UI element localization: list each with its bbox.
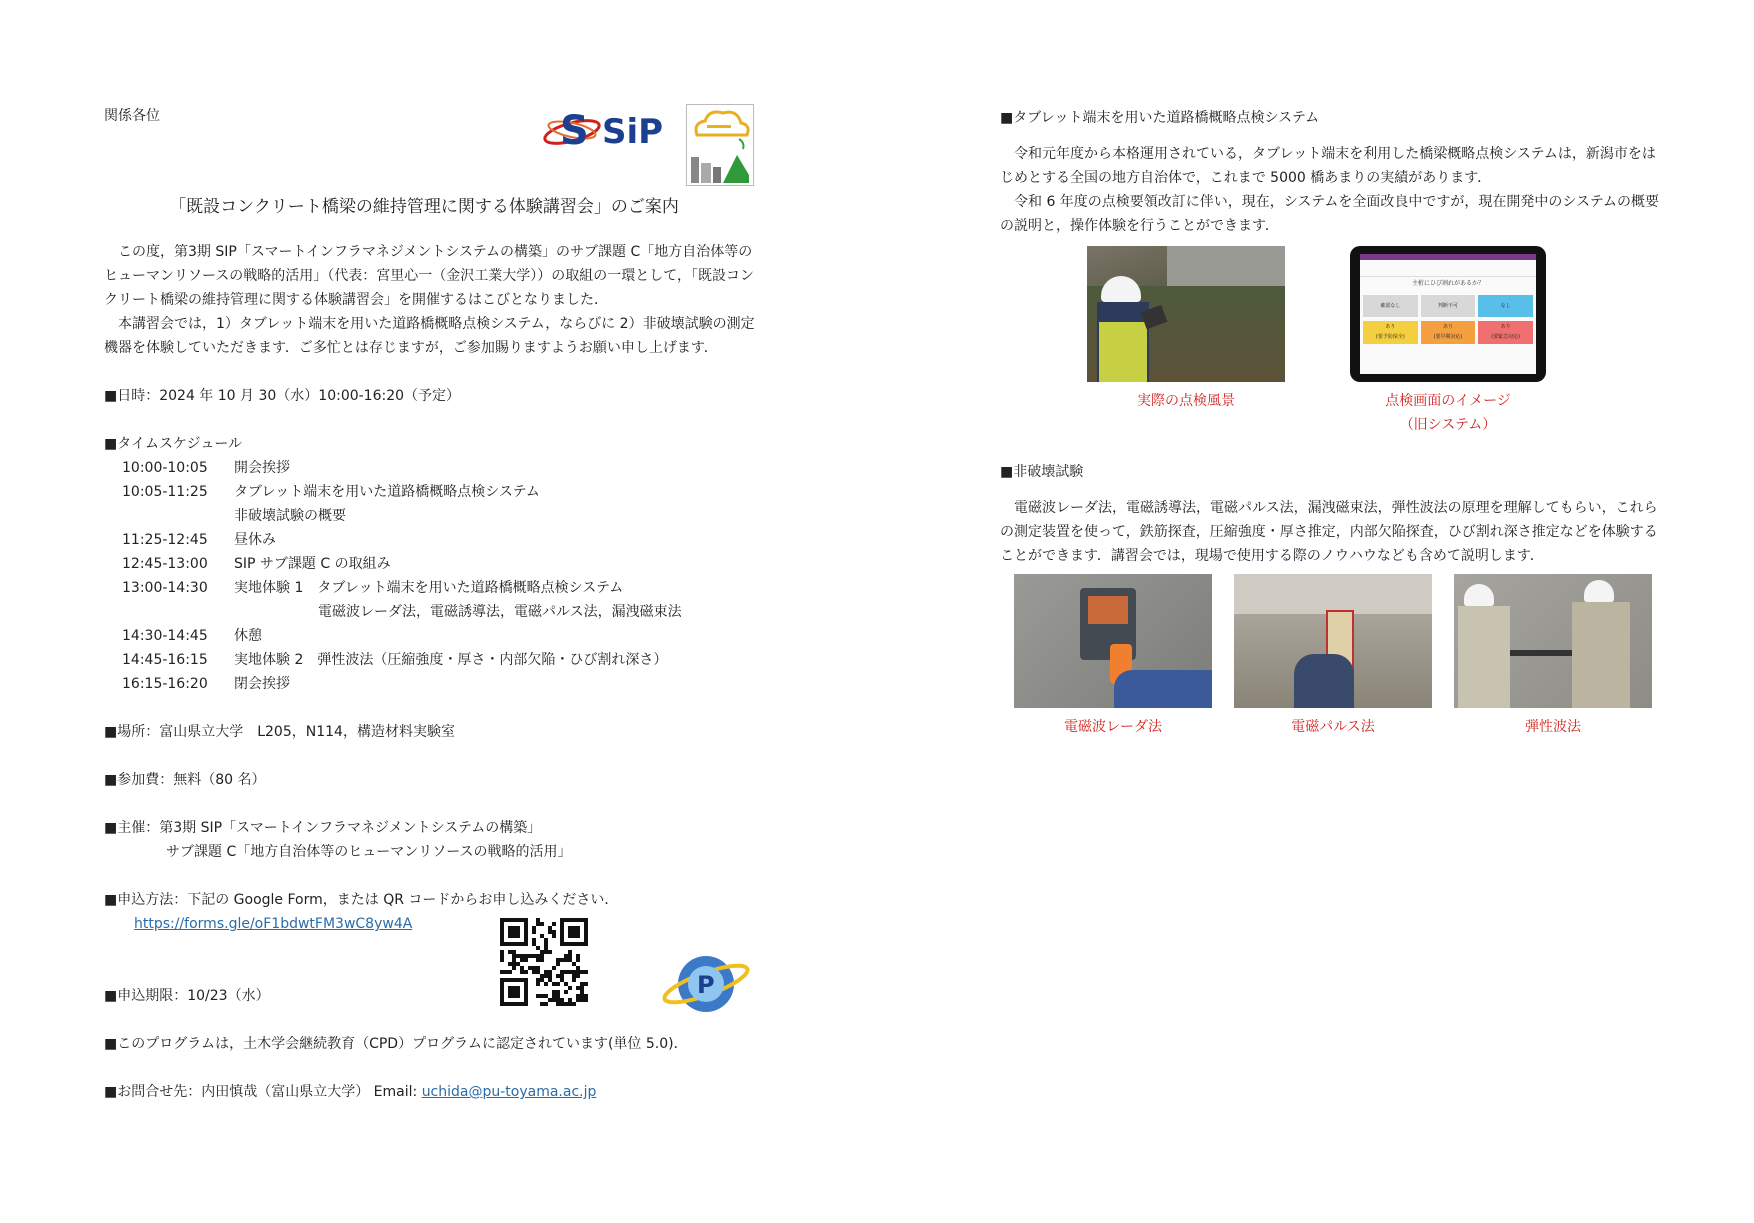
schedule-item: 昼休み (234, 532, 276, 548)
tablet-section-heading: ■タブレット端末を用いた道路橋概略点検システム (1000, 110, 1320, 126)
schedule-item: 実地体験 2 弾性波法（圧縮強度・厚さ・内部欠陥・ひび割れ深さ） (234, 652, 668, 668)
deadline-line: ■申込期限：10/23（水） (104, 988, 270, 1004)
tablet-btn-6: あり (要緊急対応) (1478, 321, 1533, 344)
schedule-time: 12:45-13:00 (122, 556, 208, 572)
schedule-time: 14:45-16:15 (122, 652, 208, 668)
tablet-screen-image (1350, 246, 1546, 382)
addressee: 関係各位 (104, 108, 160, 124)
sip-logo-text: SiP (602, 112, 664, 152)
tablet-image-caption: 点検画面のイメージ (1385, 393, 1511, 409)
schedule-item: タブレット端末を用いた道路橋概略点検システム (234, 484, 540, 500)
tablet-section-paragraph-2: 令和 6 年度の点検要領改訂に伴い，現在，システムを全面改良中ですが，現在開発中のシステムの概要の説明と，操作体験を行うことができます． (1000, 194, 1660, 234)
svg-text:S: S (560, 108, 589, 154)
cpd-line: ■このプログラムは，土木学会継続教育（CPD）プログラムに認定されています(単位 5.0)． (104, 1036, 688, 1052)
schedule-item: 休憩 (234, 628, 262, 644)
apply-line: ■申込方法：下記の Google Form，または QR コードからお申し込みください． (104, 892, 619, 908)
schedule-time: 10:05-11:25 (122, 484, 208, 500)
fee-line: ■参加費：無料（80 名） (104, 772, 266, 788)
schedule-time: 14:30-14:45 (122, 628, 208, 644)
schedule-row (104, 672, 754, 696)
inspection-photo-caption: 実際の点検風景 (1137, 393, 1235, 409)
cpd-globe-icon (658, 950, 754, 1016)
schedule-row (104, 528, 754, 552)
tablet-btn-5: あり (要早期対応) (1421, 321, 1476, 344)
infrastructure-logo (686, 104, 754, 186)
tablet-image-caption-sub: （旧システム） (1399, 417, 1497, 433)
schedule-item: SIP サブ課題 C の取組み (234, 556, 391, 572)
tablet-btn-2: 判断不可 (1421, 295, 1476, 317)
schedule-time (104, 504, 234, 528)
intro-paragraph-2: 本講習会では，1）タブレット端末を用いた道路橋概略点検システム，ならびに 2）非破壊試験の測定機器を体験していただきます．ご多忙とは存じますが，ご参加賜りますようお願い申し上げます． (104, 316, 755, 356)
schedule-time: 11:25-12:45 (122, 532, 208, 548)
cpd-logo (658, 950, 754, 1016)
tablet-btn-3: なし (1478, 295, 1533, 317)
cloud-bridge-icon (687, 105, 753, 185)
schedule-item: 実地体験 1 タブレット端末を用いた道路橋概略点検システム (234, 580, 624, 596)
contact-prefix: ■お問合せ先：内田慎哉（富山県立大学） Email: (104, 1084, 422, 1100)
schedule-item: 閉会挨拶 (234, 676, 290, 692)
tablet-btn-4: あり (要予防保全) (1363, 321, 1418, 344)
date-line: ■日時：2024 年 10 月 30（水）10:00-16:20（予定） (104, 388, 461, 404)
host-line-2: サブ課題 C「地方自治体等のヒューマンリソースの戦略的活用」 (166, 844, 572, 860)
schedule-row (104, 624, 754, 648)
schedule-time (104, 600, 234, 624)
tablet-btn-1: 確認なし (1363, 295, 1418, 317)
host-line-1: ■主催：第3期 SIP「スマートインフラマネジメントシステムの構築」 (104, 820, 542, 836)
schedule-row (104, 480, 754, 504)
em-radar-caption: 電磁波レーダ法 (1064, 719, 1162, 735)
schedule-item: 電磁波レーダ法，電磁誘導法，電磁パルス法，漏洩磁束法 (234, 604, 682, 620)
contact-line (104, 1080, 596, 1104)
ndt-section-paragraph: 電磁波レーダ法，電磁誘導法，電磁パルス法，漏洩磁束法，弾性波法の原理を理解してもらい，これらの測定装置を使って，鉄筋探査，圧縮強度・厚さ推定，内部欠陥探査，ひび割れ深さ推定などを体験することができます．講習会では，現場で使用する際のノウハウなども含めて説明します． (1000, 500, 1658, 564)
schedule-time: 13:00-14:30 (122, 580, 208, 596)
google-form-link[interactable]: https://forms.gle/oF1bdwtFM3wC8yw4A (134, 916, 413, 932)
qr-code-image (500, 918, 588, 1006)
schedule-row (104, 504, 754, 528)
schedule-row (104, 552, 754, 576)
tablet-section-paragraph-1: 令和元年度から本格運用されている，タブレット端末を利用した橋梁概略点検システムは，新潟市をはじめとする全国の地方自治体で，これまで 5000 橋あまりの実績があります． (1000, 146, 1656, 186)
schedule-heading: ■タイムスケジュール (104, 436, 243, 452)
schedule-item: 非破壊試験の概要 (234, 508, 346, 524)
sip-logo (540, 104, 680, 160)
page-title: 「既設コンクリート橋梁の維持管理に関する体験講習会」のご案内 (169, 197, 679, 217)
schedule-row (104, 648, 754, 672)
schedule-time: 16:15-16:20 (122, 676, 208, 692)
schedule-time: 10:00-10:05 (122, 460, 208, 476)
tablet-question: 主桁にひび割れがあるか？ (1411, 280, 1484, 287)
intro-paragraph-1: この度，第3期 SIP「スマートインフラマネジメントシステムの構築」のサブ課題 C「地方自治体等のヒューマンリソースの戦略的活用」（代表：宮里心一（金沢工業大学））の取組の一環として，「既設コンクリート橋梁の維持管理に関する体験講習会」を開催するはこびとなりました． (104, 244, 755, 308)
schedule-row (104, 576, 754, 600)
em-pulse-photo (1234, 574, 1432, 708)
em-radar-photo (1014, 574, 1212, 708)
elastic-wave-photo (1454, 574, 1652, 708)
schedule-item: 開会挨拶 (234, 460, 290, 476)
schedule-row (104, 456, 754, 480)
schedule-row (104, 600, 754, 624)
elastic-wave-caption: 弾性波法 (1525, 719, 1581, 735)
inspection-photo (1087, 246, 1285, 382)
svg-text:P: P (697, 971, 715, 999)
em-pulse-caption: 電磁パルス法 (1291, 719, 1375, 735)
ndt-section-heading: ■非破壊試験 (1000, 464, 1084, 480)
sip-s-icon (540, 104, 604, 156)
schedule-list (104, 456, 754, 696)
contact-email-link[interactable]: uchida@pu-toyama.ac.jp (421, 1084, 597, 1100)
venue-line: ■場所：富山県立大学 L205，N114，構造材料実験室 (104, 724, 455, 740)
qr-code[interactable] (500, 918, 588, 1006)
